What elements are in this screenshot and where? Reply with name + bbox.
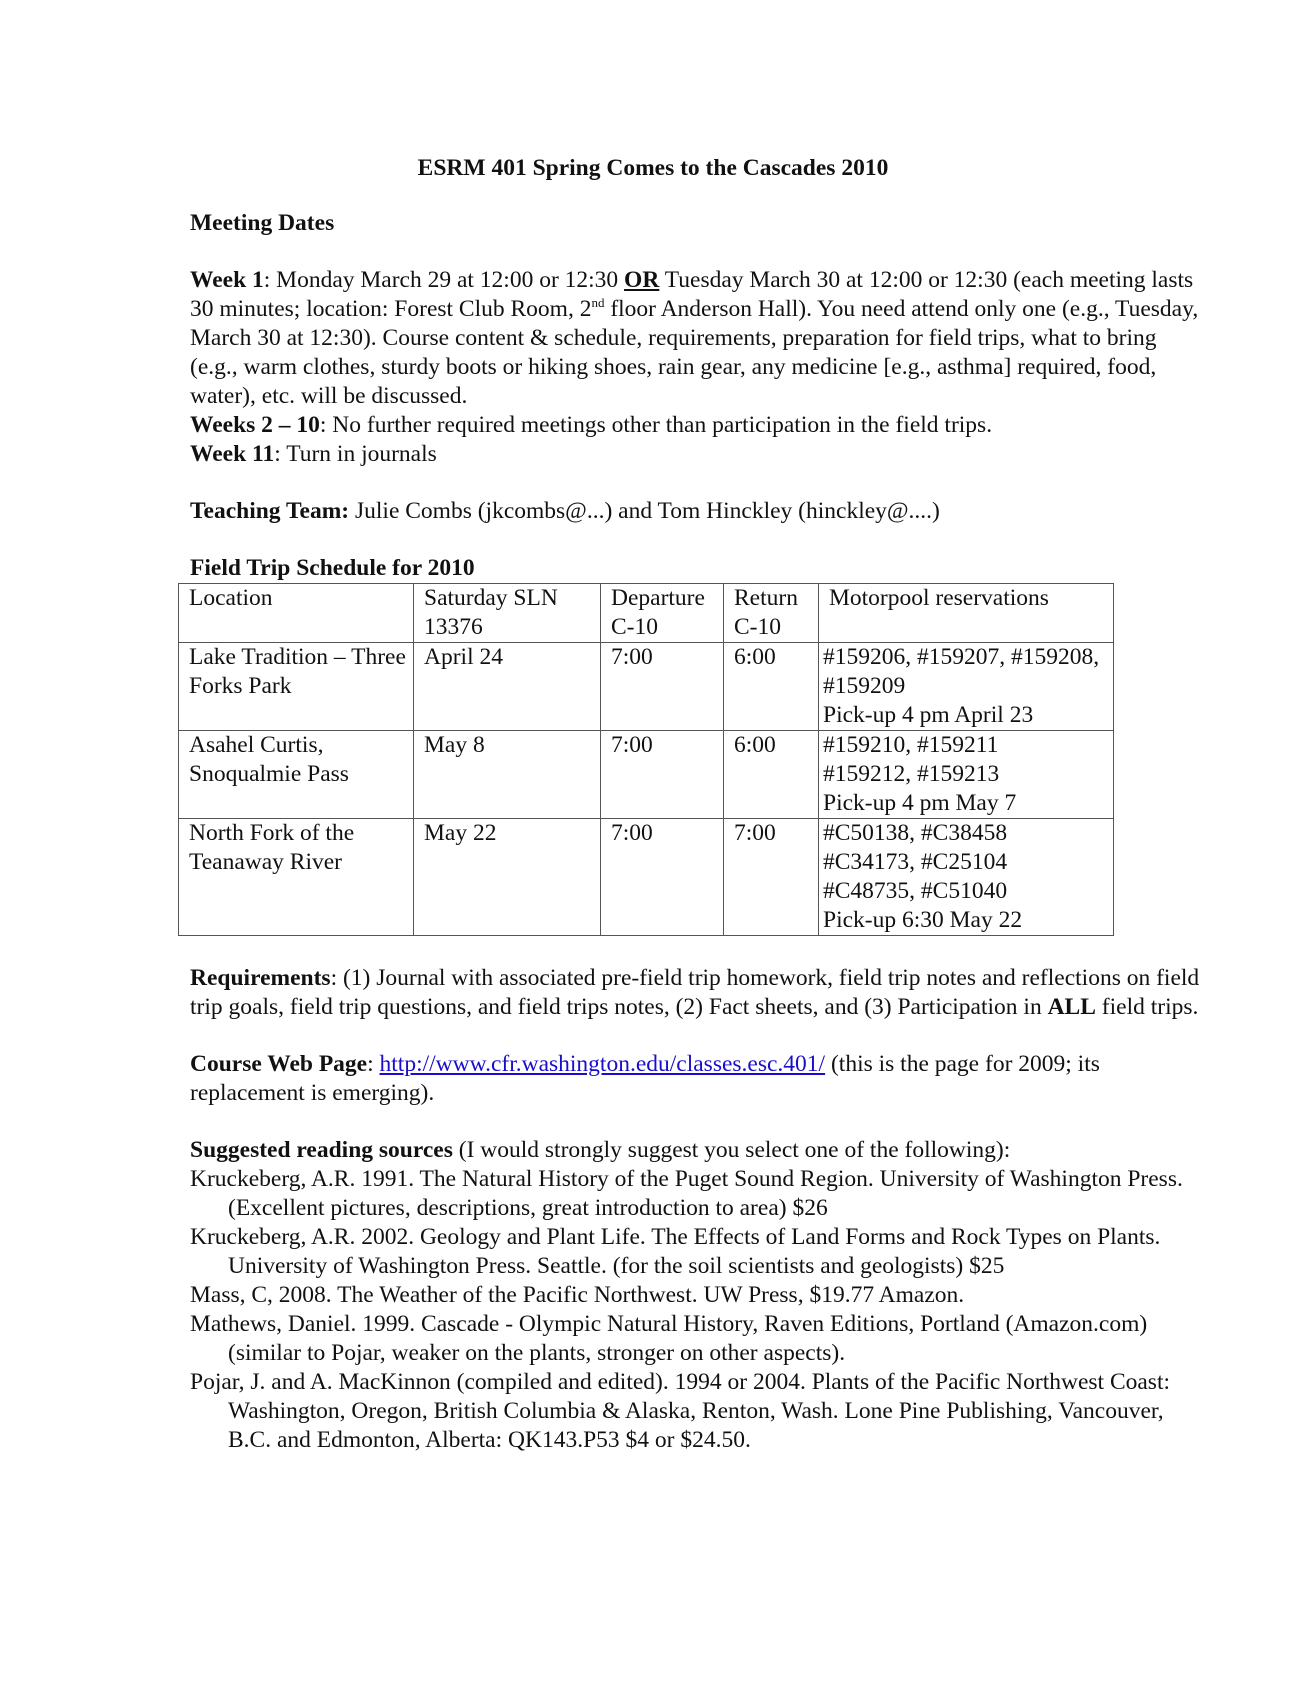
- cell-departure: 7:00: [601, 731, 724, 819]
- week1-text-c: floor Anderson Hall). You need attend only one (e.g., Tuesday, March 30 at 12:30). Course content & schedule, requirements, preparation for field trips, what to bring (e.g., warm clothes, sturdy boots or hiking shoes, rain gear, any medicine [e.g., asthma] required, food, water), etc. will be discussed.: [190, 296, 1199, 409]
- cell-date: May 8: [414, 731, 601, 819]
- cell-motorpool: #C50138, #C38458 #C34173, #C25104 #C48735, #C51040 Pick-up 6:30 May 22: [819, 819, 1114, 936]
- web-page-text: (this is the page for 2009; its replacement is emerging).: [190, 1051, 1100, 1106]
- teaching-team: [190, 497, 1200, 526]
- reading-label: Suggested reading sources: [190, 1137, 453, 1163]
- document-title: ESRM 401 Spring Comes to the Cascades 2010: [417, 155, 889, 181]
- reference-item: Kruckeberg, A.R. 1991. The Natural History of the Puget Sound Region. University of Washington Press. (Excellent pictures, descriptions, great introduction to area) $26: [190, 1166, 1183, 1221]
- week11-label: Week 11: [190, 441, 275, 467]
- weeks2-text: : No further required meetings other than participation in the field trips.: [319, 412, 993, 438]
- week1-text-b: Tuesday March 30 at 12:00 or 12:30 (each meeting lasts 30 minutes; location: Forest Club Room, 2: [190, 267, 1194, 322]
- table-row: [179, 643, 1114, 731]
- week1-text-a: : Monday March 29 at 12:00 or 12:30: [263, 267, 625, 293]
- course-web-link[interactable]: http://www.cfr.washington.edu/classes.esc.401/: [379, 1051, 826, 1077]
- requirements-text-b: field trips.: [1095, 994, 1199, 1020]
- cell-return: 6:00: [724, 731, 819, 819]
- meeting-dates-heading: Meeting Dates: [190, 210, 335, 236]
- reference-item: Kruckeberg, A.R. 2002. Geology and Plant Life. The Effects of Land Forms and Rock Types on Plants. University of Washington Press. Seattle. (for the soil scientists and geologists) $25: [190, 1224, 1161, 1279]
- reference-item: Mathews, Daniel. 1999. Cascade - Olympic Natural History, Raven Editions, Portland (Amazon.com) (similar to Pojar, weaker on the plants, stronger on other aspects).: [190, 1311, 1148, 1366]
- header-return: Return C-10: [724, 584, 819, 643]
- table-row: [179, 731, 1114, 819]
- table-header-row: [179, 584, 1114, 643]
- cell-return: 7:00: [724, 819, 819, 936]
- cell-location: Lake Tradition – Three Forks Park: [179, 643, 414, 731]
- week11-paragraph: [190, 440, 1200, 469]
- cell-departure: 7:00: [601, 643, 724, 731]
- cell-date: May 22: [414, 819, 601, 936]
- teaching-team-text: Julie Combs (jkcombs@...) and Tom Hinckley (hinckley@....): [349, 498, 940, 524]
- web-page-sep: :: [367, 1051, 380, 1077]
- header-saturday-sln: Saturday SLN 13376: [414, 584, 601, 643]
- reference-item: Mass, C, 2008. The Weather of the Pacific Northwest. UW Press, $19.77 Amazon.: [190, 1282, 965, 1308]
- header-departure: Departure C-10: [601, 584, 724, 643]
- week1-or: OR: [624, 267, 660, 293]
- requirements-all: ALL: [1047, 994, 1096, 1020]
- teaching-team-label: Teaching Team:: [190, 498, 350, 524]
- cell-date: April 24: [414, 643, 601, 731]
- cell-motorpool: #159206, #159207, #159208, #159209 Pick-up 4 pm April 23: [819, 643, 1114, 731]
- cell-location: North Fork of the Teanaway River: [179, 819, 414, 936]
- cell-location: Asahel Curtis, Snoqualmie Pass: [179, 731, 414, 819]
- cell-departure: 7:00: [601, 819, 724, 936]
- requirements-label: Requirements: [190, 965, 331, 991]
- header-location: Location: [179, 584, 414, 643]
- web-page-label: Course Web Page: [190, 1051, 368, 1077]
- reading-intro: [190, 1136, 1200, 1165]
- reference-item: Pojar, J. and A. MacKinnon (compiled and edited). 1994 or 2004. Plants of the Pacific Northwest Coast: Washington, Oregon, British Columbia & Alaska, Renton, Wash. Lone Pine Publishing, Vancouver, B.C. and Edmonton, Alberta: QK143.P53 $4 or $24.50.: [190, 1369, 1171, 1453]
- weeks2-paragraph: [190, 411, 1200, 440]
- week11-text: : Turn in journals: [274, 441, 437, 467]
- requirements-paragraph: [190, 964, 1200, 1022]
- course-web-page: [190, 1050, 1200, 1108]
- week1-sup: nd: [591, 295, 605, 311]
- week1-paragraph: [190, 266, 1200, 411]
- table-row: [179, 819, 1114, 936]
- reading-intro-text: (I would strongly suggest you select one of the following):: [452, 1137, 1011, 1163]
- weeks2-label: Weeks 2 – 10: [190, 412, 320, 438]
- week1-label: Week 1: [190, 267, 264, 293]
- requirements-text-a: : (1) Journal with associated pre-field trip homework, field trip notes and reflections on field trip goals, field trip questions, and field trips notes, (2) Fact sheets, and (3) Participation in: [190, 965, 1200, 1020]
- document: [190, 150, 1200, 1455]
- field-trip-table: [178, 583, 1114, 936]
- cell-motorpool: #159210, #159211 #159212, #159213 Pick-up 4 pm May 7: [819, 731, 1114, 819]
- schedule-heading: Field Trip Schedule for 2010: [190, 555, 475, 581]
- header-motorpool: Motorpool reservations: [819, 584, 1114, 643]
- cell-return: 6:00: [724, 643, 819, 731]
